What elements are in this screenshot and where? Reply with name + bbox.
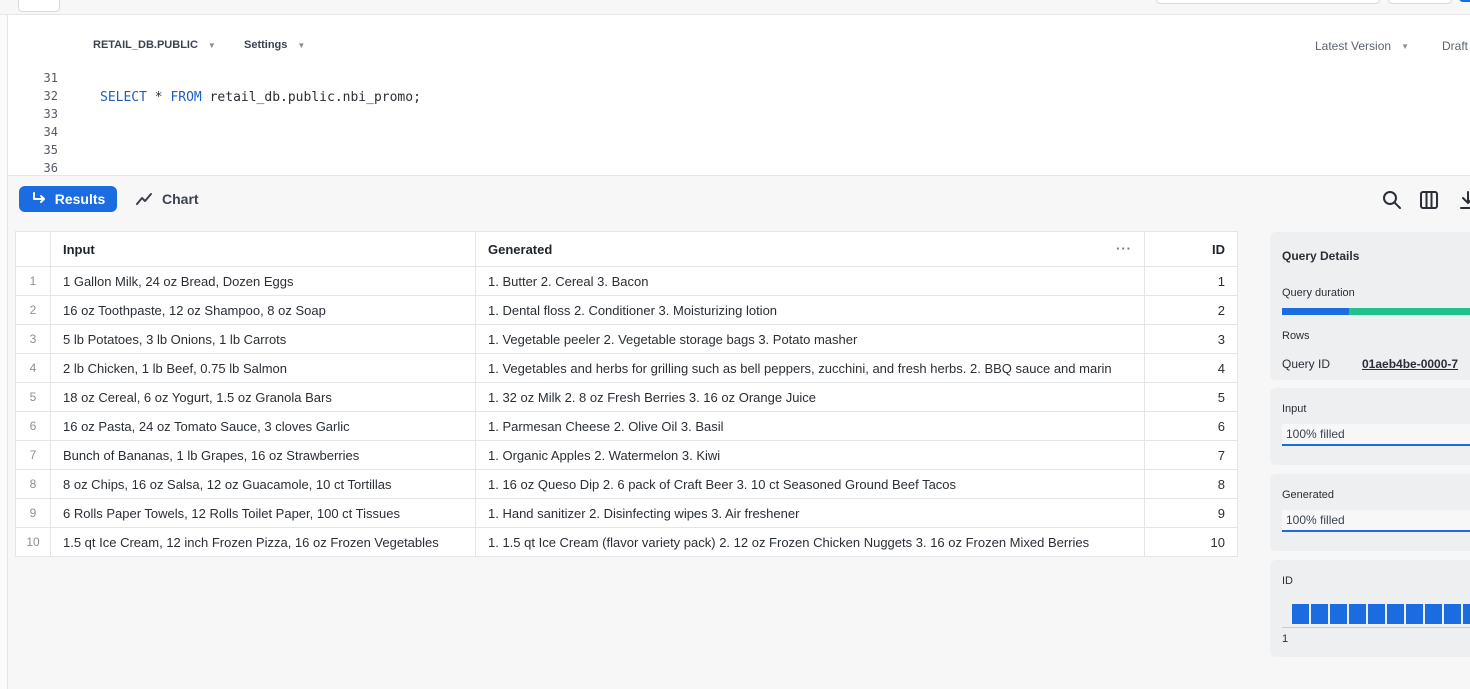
download-icon[interactable] (1458, 190, 1470, 210)
input-cell[interactable]: 2 lb Chicken, 1 lb Beef, 0.75 lb Salmon (51, 354, 476, 383)
row-number: 7 (16, 441, 51, 470)
duration-bar-primary (1282, 308, 1349, 315)
id-cell[interactable]: 8 (1145, 470, 1238, 499)
left-rail (0, 15, 8, 689)
table-row[interactable] (16, 325, 1238, 354)
table-row[interactable] (16, 441, 1238, 470)
rows-label: Rows (1282, 330, 1310, 342)
top-control[interactable] (18, 0, 60, 12)
column-header-input[interactable]: Input (51, 232, 476, 267)
generated-cell[interactable]: 1. 1.5 qt Ice Cream (flavor variety pack) 2. 12 oz Frozen Chicken Nuggets 3. 16 oz Frozen Mixed Berries (476, 528, 1145, 557)
line-number: 33 (43, 107, 58, 121)
column-stats-title: ID (1282, 575, 1293, 587)
histogram-min-label: 1 (1282, 633, 1289, 645)
table-row[interactable] (16, 354, 1238, 383)
results-label: Results (54, 191, 106, 207)
id-cell[interactable]: 5 (1145, 383, 1238, 412)
chevron-down-icon: ▼ (1401, 41, 1409, 51)
settings-label: Settings (244, 39, 288, 51)
histogram-bar[interactable] (1349, 604, 1366, 624)
id-cell[interactable]: 1 (1145, 267, 1238, 296)
histogram-bar[interactable] (1311, 604, 1328, 624)
row-number: 6 (16, 412, 51, 441)
column-stats-input (1270, 388, 1470, 465)
settings-dropdown[interactable] (244, 39, 305, 51)
chevron-down-icon: ▼ (207, 40, 216, 50)
results-button[interactable] (19, 186, 117, 212)
draft-label: Draft (1442, 39, 1469, 53)
line-number: 31 (43, 71, 58, 85)
column-header-generated[interactable] (476, 232, 1145, 267)
histogram-bar[interactable] (1292, 604, 1309, 624)
column-stats-generated (1270, 474, 1470, 551)
id-cell[interactable]: 9 (1145, 499, 1238, 528)
row-number: 3 (16, 325, 51, 354)
input-cell[interactable]: 18 oz Cereal, 6 oz Yogurt, 1.5 oz Granola Bars (51, 383, 476, 412)
generated-cell[interactable]: 1. Vegetables and herbs for grilling such as bell peppers, zucchini, and fresh herbs. 2. BBQ sauce and marin (476, 354, 1145, 383)
fill-indicator: 100% filled (1282, 424, 1470, 446)
input-cell[interactable]: 6 Rolls Paper Towels, 12 Rolls Toilet Paper, 100 ct Tissues (51, 499, 476, 528)
line-number: 35 (43, 143, 58, 157)
row-number: 10 (16, 528, 51, 557)
histogram-bar[interactable] (1406, 604, 1423, 624)
sql-text: * (146, 90, 171, 105)
version-dropdown[interactable] (1315, 39, 1409, 53)
version-label: Latest Version (1315, 39, 1392, 53)
query-duration-label: Query duration (1282, 287, 1355, 299)
fill-indicator: 100% filled (1282, 510, 1470, 532)
generated-cell[interactable]: 1. 32 oz Milk 2. 8 oz Fresh Berries 3. 16 oz Orange Juice (476, 383, 1145, 412)
generated-cell[interactable]: 1. Hand sanitizer 2. Disinfecting wipes 3. Air freshener (476, 499, 1145, 528)
more-options-icon[interactable]: ··· (1116, 241, 1132, 256)
column-stats-title: Input (1282, 403, 1307, 415)
draft-status (1442, 39, 1468, 53)
column-header-label: Generated (488, 241, 553, 257)
input-cell[interactable]: 1.5 qt Ice Cream, 12 inch Frozen Pizza, 16 oz Frozen Vegetables (51, 528, 476, 557)
row-number: 4 (16, 354, 51, 383)
histogram-bar[interactable] (1387, 604, 1404, 624)
sql-keyword: SELECT (100, 90, 147, 105)
id-cell[interactable]: 2 (1145, 296, 1238, 325)
query-id-link[interactable]: 01aeb4be-0000-7 (1362, 357, 1459, 371)
table-row[interactable] (16, 267, 1238, 296)
histogram-bar[interactable] (1368, 604, 1385, 624)
row-number: 8 (16, 470, 51, 499)
return-arrow-icon (31, 192, 47, 206)
column-stats-title: Generated (1282, 489, 1334, 501)
id-cell[interactable]: 7 (1145, 441, 1238, 470)
table-row[interactable] (16, 296, 1238, 325)
query-id-label: Query ID (1282, 357, 1331, 371)
id-cell[interactable]: 6 (1145, 412, 1238, 441)
chevron-down-icon: ▼ (297, 40, 306, 50)
sql-text: retail_db.public.nbi_promo; (201, 90, 421, 105)
results-panel (8, 223, 1470, 689)
id-cell[interactable]: 10 (1145, 528, 1238, 557)
chart-button[interactable] (136, 186, 199, 212)
top-strip (0, 0, 1470, 15)
generated-cell[interactable]: 1. Parmesan Cheese 2. Olive Oil 3. Basil (476, 412, 1145, 441)
generated-cell[interactable]: 1. 16 oz Queso Dip 2. 6 pack of Craft Beer 3. 10 ct Seasoned Ground Beef Tacos (476, 470, 1145, 499)
column-stats-id (1270, 560, 1470, 657)
run-button[interactable] (1459, 0, 1470, 2)
chart-label: Chart (162, 191, 199, 207)
table-row[interactable] (16, 383, 1238, 412)
generated-cell[interactable]: 1. Organic Apples 2. Watermelon 3. Kiwi (476, 441, 1145, 470)
results-table (15, 231, 1238, 557)
histogram-bar[interactable] (1425, 604, 1442, 624)
row-number: 5 (16, 383, 51, 412)
query-details-title: Query Details (1282, 249, 1360, 263)
line-number: 36 (43, 161, 58, 175)
input-cell[interactable]: 5 lb Potatoes, 3 lb Onions, 1 lb Carrots (51, 325, 476, 354)
generated-cell[interactable]: 1. Butter 2. Cereal 3. Bacon (476, 267, 1145, 296)
top-button[interactable] (1388, 0, 1452, 4)
input-cell[interactable]: Bunch of Bananas, 1 lb Grapes, 16 oz Strawberries (51, 441, 476, 470)
histogram-bar[interactable] (1463, 604, 1470, 624)
search-icon[interactable] (1382, 190, 1402, 210)
row-number: 9 (16, 499, 51, 528)
results-toolbar (8, 175, 1470, 224)
table-row[interactable] (16, 470, 1238, 499)
duration-bar-secondary (1349, 308, 1470, 315)
id-cell[interactable]: 3 (1145, 325, 1238, 354)
column-header-id[interactable]: ID (1145, 232, 1238, 267)
line-number: 34 (43, 125, 58, 139)
code-line[interactable] (100, 90, 421, 105)
table-row[interactable] (16, 499, 1238, 528)
columns-icon[interactable] (1419, 190, 1439, 210)
table-header-row (16, 232, 1238, 267)
input-cell[interactable]: 1 Gallon Milk, 24 oz Bread, Dozen Eggs (51, 267, 476, 296)
input-cell[interactable]: 8 oz Chips, 16 oz Salsa, 12 oz Guacamole, 10 ct Tortillas (51, 470, 476, 499)
generated-cell[interactable]: 1. Dental floss 2. Conditioner 3. Moisturizing lotion (476, 296, 1145, 325)
input-cell[interactable]: 16 oz Toothpaste, 12 oz Shampoo, 8 oz Soap (51, 296, 476, 325)
context-selector[interactable] (93, 39, 216, 51)
row-number: 2 (16, 296, 51, 325)
histogram-bar[interactable] (1330, 604, 1347, 624)
sql-keyword: FROM (170, 90, 202, 105)
context-label: RETAIL_DB.PUBLIC (93, 39, 198, 51)
histogram-axis (1282, 627, 1470, 628)
line-number: 32 (43, 89, 58, 103)
input-cell[interactable]: 16 oz Pasta, 24 oz Tomato Sauce, 3 cloves Garlic (51, 412, 476, 441)
id-cell[interactable]: 4 (1145, 354, 1238, 383)
code-editor[interactable] (8, 71, 1470, 175)
table-row[interactable] (16, 412, 1238, 441)
row-number: 1 (16, 267, 51, 296)
top-search-field[interactable] (1156, 0, 1380, 4)
row-number-header (16, 232, 51, 267)
histogram-bar[interactable] (1444, 604, 1461, 624)
trend-line-icon (136, 192, 152, 206)
id-histogram (1292, 604, 1470, 624)
table-row[interactable] (16, 528, 1238, 557)
editor-header (8, 15, 1470, 71)
query-details-card (1270, 232, 1470, 380)
generated-cell[interactable]: 1. Vegetable peeler 2. Vegetable storage bags 3. Potato masher (476, 325, 1145, 354)
